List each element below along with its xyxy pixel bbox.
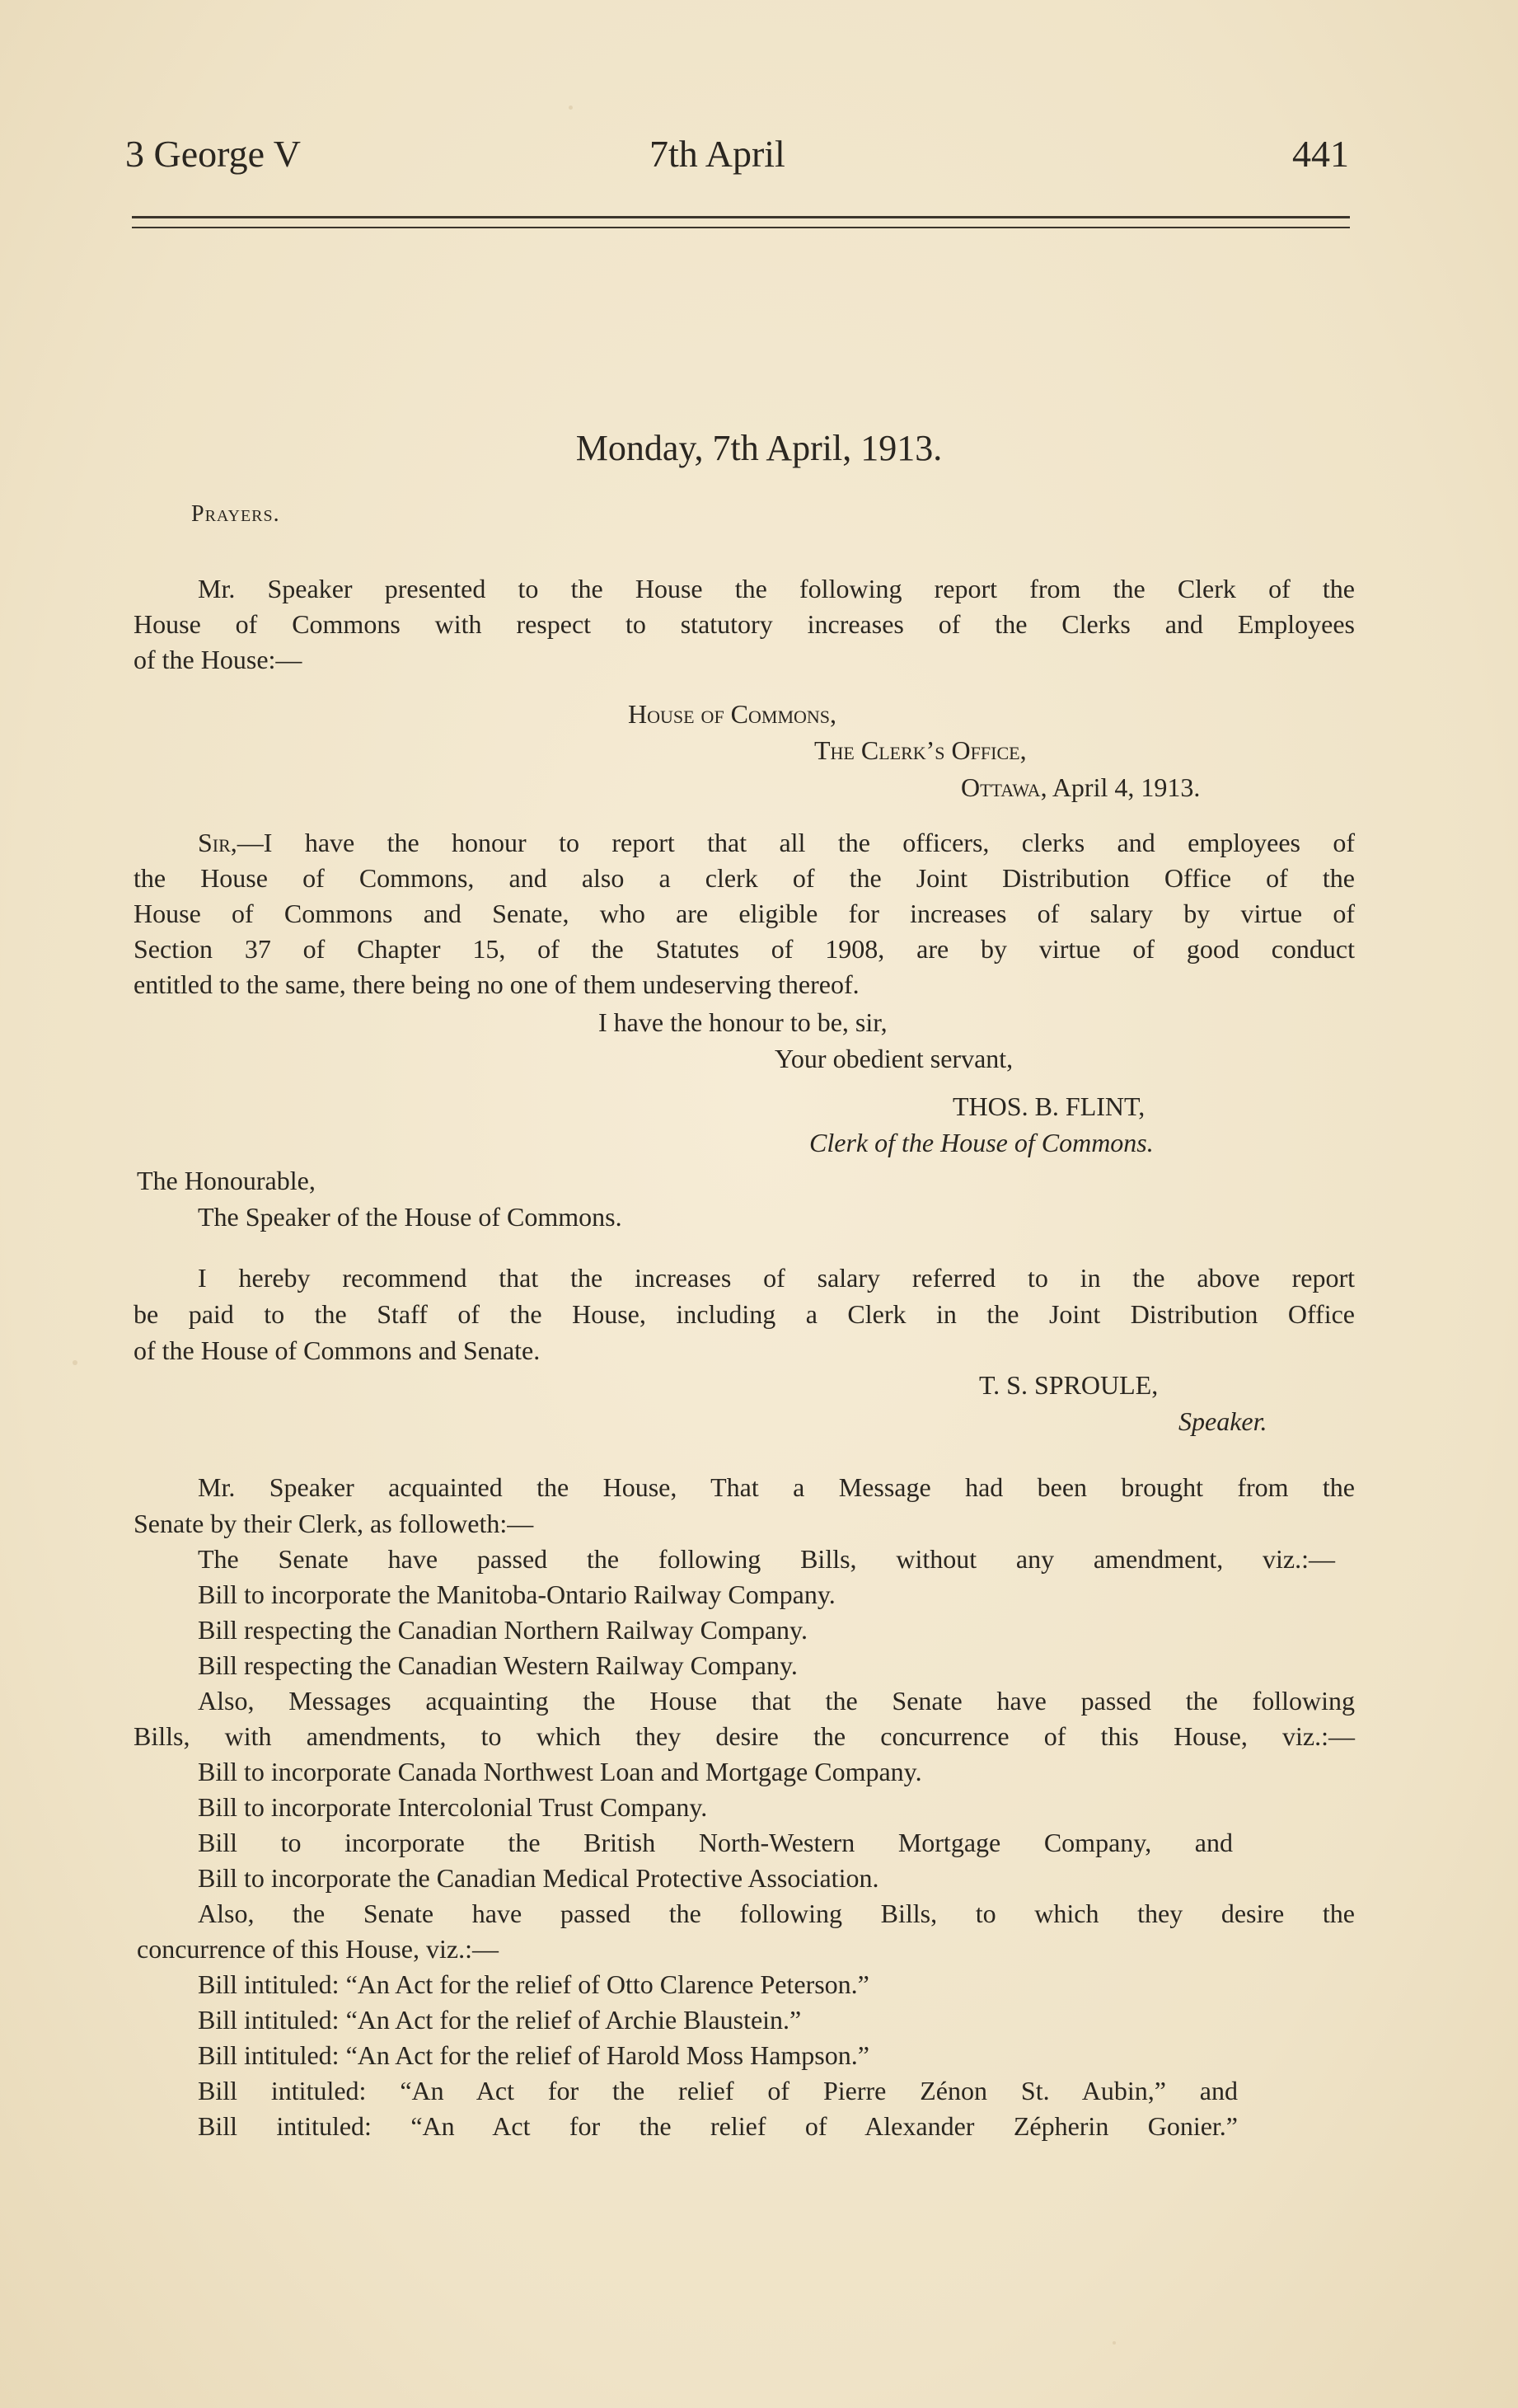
prayers-label: Prayers. (191, 501, 280, 527)
addressee-line-1: The Honourable, (137, 1166, 316, 1195)
address-line-1: House of Commons, (628, 699, 837, 729)
also-2-line-2: concurrence of this House, viz.:— (137, 1934, 499, 1964)
letter-closing-2: Your obedient servant, (775, 1044, 1014, 1073)
bill-intituled-4: Bill intituled: “An Act for the relief of Pierre Zénon St. Aubin,” and (198, 2076, 1238, 2105)
also-1-line-1: Also, Messages acquainting the House that the Senate have passed the following (198, 1686, 1355, 1716)
page-number: 441 (1292, 133, 1349, 175)
header-rule-bottom (132, 227, 1350, 228)
addressee-line-2: The Speaker of the House of Commons. (198, 1202, 622, 1232)
paper-speck (1113, 2341, 1116, 2345)
bill-without-3: Bill respecting the Canadian Western Railway Company. (198, 1650, 798, 1680)
letter-signature: THOS. B. FLINT, (953, 1091, 1146, 1121)
letter-line-1 (198, 828, 1355, 858)
recommend-line-1: I hereby recommend that the increases of salary referred to in the above report (198, 1263, 1355, 1293)
address-date: April 4, 1913. (1047, 772, 1201, 802)
bill-intituled-5: Bill intituled: “An Act for the relief of Alexander Zépherin Gonier.” (198, 2111, 1238, 2141)
letter-signature-title: Clerk of the House of Commons. (809, 1128, 1154, 1157)
also-2-line-1: Also, the Senate have passed the following Bills, to which they desire the (198, 1899, 1355, 1928)
address-line-2: The Clerk’s Office, (814, 735, 1027, 765)
letter-line-5: entitled to the same, there being no one of them undeserving thereof. (134, 969, 860, 999)
recommend-signature-title: Speaker. (1178, 1406, 1267, 1436)
bill-with-1: Bill to incorporate Canada Northwest Loan and Mortgage Company. (198, 1757, 922, 1786)
paper-speck (569, 106, 573, 110)
letter-salutation: Sir, (198, 828, 237, 857)
address-city: Ottawa, (961, 772, 1047, 802)
bill-without-2: Bill respecting the Canadian Northern Railway Company. (198, 1615, 808, 1645)
header-rule-top (132, 216, 1350, 218)
address-line-3 (961, 772, 1200, 803)
passed-without-line: The Senate have passed the following Bills, without any amendment, viz.:— (198, 1544, 1335, 1574)
letter-line-2: the House of Commons, and also a clerk of the Joint Distribution Office of the (134, 863, 1355, 893)
letter-closing-1: I have the honour to be, sir, (598, 1007, 888, 1037)
bill-intituled-1: Bill intituled: “An Act for the relief of Otto Clarence Peterson.” (198, 1969, 869, 1999)
recommend-line-2: be paid to the Staff of the House, including a Clerk in the Joint Distribution Office (134, 1299, 1355, 1329)
sitting-date-title: Monday, 7th April, 1913. (575, 428, 943, 468)
also-1-line-2: Bills, with amendments, to which they desire the concurrence of this House, viz.:— (134, 1721, 1355, 1751)
letter-text-1: —I have the honour to report that all the officers, clerks and employees of (237, 828, 1355, 857)
bill-with-4: Bill to incorporate the Canadian Medical Protective Association. (198, 1863, 879, 1893)
letter-line-3: House of Commons and Senate, who are eligible for increases of salary by virtue of (134, 899, 1355, 928)
paper-speck (73, 1360, 77, 1365)
intro-line-2: House of Commons with respect to statutory increases of the Clerks and Employees (134, 609, 1355, 639)
message-line-1: Mr. Speaker acquainted the House, That a Message had been brought from the (198, 1472, 1355, 1502)
bill-intituled-3: Bill intituled: “An Act for the relief of Harold Moss Hampson.” (198, 2040, 869, 2070)
letter-line-4: Section 37 of Chapter 15, of the Statutes of 1908, are by virtue of good conduct (134, 934, 1355, 964)
message-line-2: Senate by their Clerk, as followeth:— (134, 1509, 534, 1538)
recommend-line-3: of the House of Commons and Senate. (134, 1335, 541, 1365)
bill-with-3: Bill to incorporate the British North-Western Mortgage Company, and (198, 1828, 1233, 1857)
intro-line-1: Mr. Speaker presented to the House the following report from the Clerk of the (198, 574, 1355, 603)
bill-intituled-2: Bill intituled: “An Act for the relief of Archie Blaustein.” (198, 2005, 802, 2035)
bill-with-2: Bill to incorporate Intercolonial Trust Company. (198, 1792, 708, 1822)
bill-without-1: Bill to incorporate the Manitoba-Ontario Railway Company. (198, 1580, 836, 1609)
intro-line-3: of the House:— (134, 645, 302, 674)
recommend-signature: T. S. SPROULE, (979, 1370, 1159, 1400)
header-center: 7th April (649, 133, 785, 175)
header-left: 3 George V (125, 133, 301, 175)
